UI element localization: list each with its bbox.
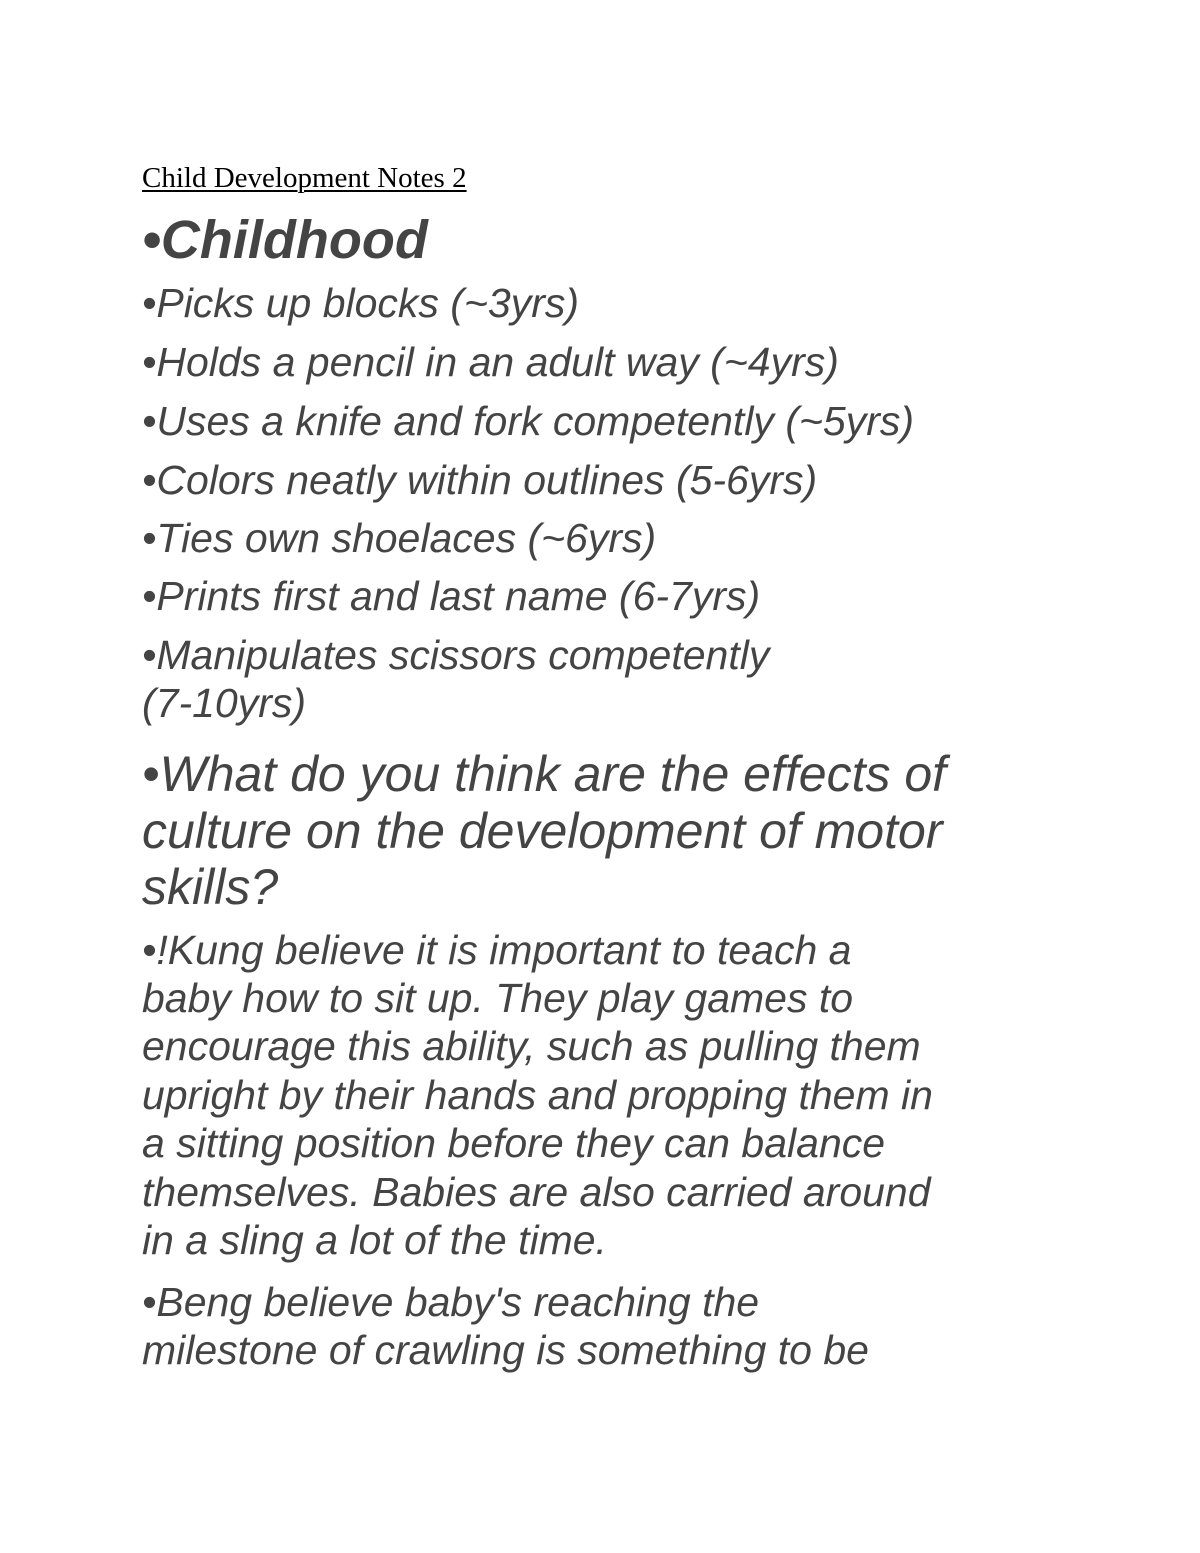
milestone-item: •Colors neatly within outlines (5-6yrs) xyxy=(142,457,818,503)
milestone-item-line1: •Manipulates scissors competently xyxy=(142,632,770,678)
kung-paragraph-line: baby how to sit up. They play games to xyxy=(142,975,854,1021)
document-title: Child Development Notes 2 xyxy=(142,162,467,194)
milestone-item-line2: (7-10yrs) xyxy=(142,680,307,726)
section-heading-childhood: •Childhood xyxy=(142,210,428,270)
kung-paragraph-line: •!Kung believe it is important to teach a xyxy=(142,927,852,973)
beng-paragraph-line: •Beng believe baby's reaching the xyxy=(142,1279,760,1325)
kung-paragraph-line: themselves. Babies are also carried around xyxy=(142,1169,931,1215)
kung-paragraph-line: upright by their hands and propping them in xyxy=(142,1072,933,1118)
milestone-item: •Picks up blocks (~3yrs) xyxy=(142,280,580,326)
milestone-item: •Uses a knife and fork competently (~5yrs) xyxy=(142,398,915,444)
kung-paragraph-line: in a sling a lot of the time. xyxy=(142,1217,607,1263)
beng-paragraph-line: milestone of crawling is something to be xyxy=(142,1327,869,1373)
milestone-item: •Prints first and last name (6-7yrs) xyxy=(142,573,761,619)
milestone-item: •Holds a pencil in an adult way (~4yrs) xyxy=(142,339,839,385)
question-line1: •What do you think are the effects of xyxy=(142,746,947,802)
kung-paragraph-line: encourage this ability, such as pulling them xyxy=(142,1023,921,1069)
question-line2: culture on the development of motor xyxy=(142,803,943,859)
kung-paragraph-line: a sitting position before they can balance xyxy=(142,1120,886,1166)
milestone-item: •Ties own shoelaces (~6yrs) xyxy=(142,515,657,561)
question-line3: skills? xyxy=(142,859,279,915)
